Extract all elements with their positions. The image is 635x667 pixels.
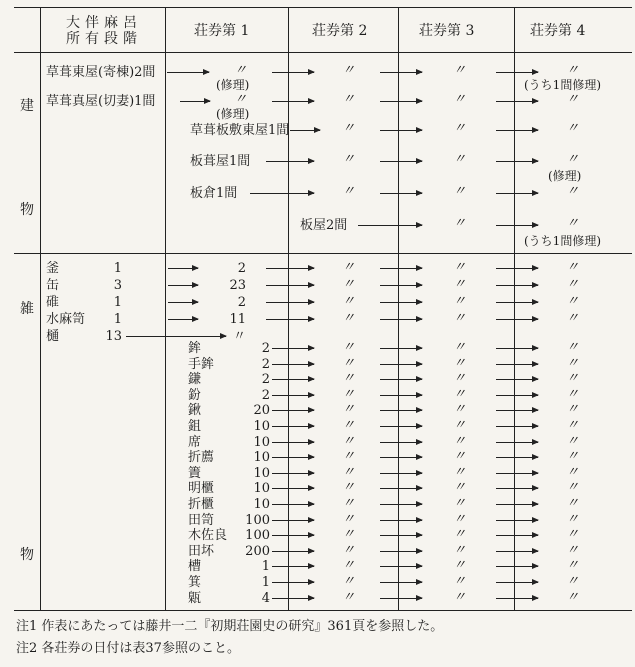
arrow: [496, 457, 538, 458]
arrow: [496, 582, 538, 583]
repair-one-note: (うち1間修理): [524, 78, 601, 92]
arrow: [496, 473, 538, 474]
ditto-mark: 〃: [342, 387, 356, 402]
goods-item-qty: 20: [253, 403, 270, 418]
goods-item-name: 鉾: [188, 341, 202, 356]
ditto-mark: 〃: [342, 449, 356, 464]
goods-item-name: 釜: [46, 261, 60, 276]
arrow: [380, 161, 422, 162]
arrow: [266, 302, 314, 303]
ditto-mark: 〃: [453, 152, 467, 167]
arrow: [380, 410, 422, 411]
ditto-mark: 〃: [453, 356, 467, 371]
goods-stage1-qty: 2: [237, 261, 246, 276]
arrow: [496, 285, 538, 286]
ditto-mark: 〃: [342, 92, 356, 107]
arrow: [272, 473, 314, 474]
arrow: [272, 426, 314, 427]
goods-item-qty: 1: [113, 312, 122, 327]
arrow: [496, 488, 538, 489]
stage-header-3: 荘券第 3: [419, 23, 475, 39]
ditto-mark: 〃: [342, 402, 356, 417]
goods-item-name: 碓: [46, 295, 60, 310]
ditto-mark: 〃: [234, 92, 248, 107]
arrow: [272, 395, 314, 396]
ditto-mark: 〃: [342, 152, 356, 167]
ditto-mark: 〃: [453, 294, 467, 309]
ditto-mark: 〃: [566, 356, 580, 371]
arrow: [272, 364, 314, 365]
ditto-mark: 〃: [566, 92, 580, 107]
goods-item-qty: 100: [245, 528, 270, 543]
goods-item-qty: 2: [261, 357, 270, 372]
arrow: [272, 520, 314, 521]
arrow: [496, 535, 538, 536]
ditto-mark: 〃: [566, 152, 580, 167]
repair-one-note: (うち1間修理): [524, 234, 601, 248]
repair-note: (修理): [216, 107, 250, 121]
goods-item-qty: 1: [113, 295, 122, 310]
ditto-mark: 〃: [566, 260, 580, 275]
ditto-mark: 〃: [453, 480, 467, 495]
arrow: [380, 193, 422, 194]
ditto-mark: 〃: [566, 277, 580, 292]
arrow: [380, 598, 422, 599]
ditto-mark: 〃: [566, 590, 580, 605]
ditto-mark: 〃: [453, 63, 467, 78]
ditto-mark: 〃: [566, 465, 580, 480]
arrow: [380, 473, 422, 474]
arrow: [496, 364, 538, 365]
goods-item-qty: 100: [245, 513, 270, 528]
arrow: [272, 101, 314, 102]
arrow: [168, 268, 198, 269]
ditto-mark: 〃: [342, 356, 356, 371]
ditto-mark: 〃: [453, 402, 467, 417]
arrow: [266, 319, 314, 320]
ditto-mark: 〃: [342, 63, 356, 78]
arrow: [380, 130, 422, 131]
building-item-5: 板倉1間: [190, 186, 238, 201]
building-item-1: 草葺東屋(寄棟)2間: [46, 65, 156, 80]
arrow: [168, 285, 198, 286]
arrow: [272, 410, 314, 411]
ditto-mark: 〃: [342, 121, 356, 136]
goods-item-name: 水麻笥: [46, 312, 86, 327]
ditto-mark: 〃: [453, 590, 467, 605]
goods-item-qty: 2: [261, 372, 270, 387]
section-label-buildings-1: 建: [20, 98, 34, 114]
owner-header-line2: 所有段階: [66, 31, 142, 47]
ditto-mark: 〃: [453, 543, 467, 558]
ditto-mark: 〃: [453, 387, 467, 402]
ditto-mark: 〃: [453, 449, 467, 464]
arrow: [380, 426, 422, 427]
ditto-mark: 〃: [566, 558, 580, 573]
ditto-mark: 〃: [566, 371, 580, 386]
ditto-mark: 〃: [566, 418, 580, 433]
arrow: [380, 457, 422, 458]
building-item-3: 草葺板敷東屋1間: [190, 123, 290, 138]
goods-item-name: 缶: [46, 278, 60, 293]
ditto-mark: 〃: [566, 63, 580, 78]
arrow: [167, 72, 209, 73]
arrow: [272, 457, 314, 458]
footnote-2: 注2 各荘券の日付は表37参照のこと。: [16, 641, 240, 656]
section-divider: [14, 253, 632, 254]
goods-item-name: 箕: [188, 575, 202, 590]
goods-item-qty: 10: [253, 419, 270, 434]
ditto-mark: 〃: [342, 496, 356, 511]
table-bottom-border: [14, 610, 632, 611]
ditto-mark: 〃: [342, 543, 356, 558]
arrow: [380, 535, 422, 536]
goods-item-name: 樋: [46, 329, 60, 344]
ditto-mark: 〃: [566, 480, 580, 495]
ditto-mark: 〃: [342, 340, 356, 355]
goods-item-name: 鎌: [188, 372, 202, 387]
goods-item-name: 席: [188, 435, 202, 450]
goods-item-name: 手鉾: [188, 357, 215, 372]
arrow: [380, 364, 422, 365]
ditto-mark: 〃: [342, 184, 356, 199]
goods-item-name: 折薦: [188, 450, 215, 465]
header-bottom-border: [14, 52, 632, 53]
arrow: [380, 504, 422, 505]
ditto-mark: 〃: [566, 311, 580, 326]
goods-item-qty: 10: [253, 481, 270, 496]
ditto-mark: 〃: [566, 434, 580, 449]
arrow: [266, 161, 314, 162]
arrow: [496, 302, 538, 303]
ditto-mark: 〃: [342, 512, 356, 527]
column-divider-1: [40, 7, 41, 610]
arrow: [272, 72, 314, 73]
arrow: [272, 488, 314, 489]
goods-item-qty: 10: [253, 497, 270, 512]
ditto-mark: 〃: [234, 63, 248, 78]
ditto-mark: 〃: [342, 574, 356, 589]
goods-item-qty: 2: [261, 341, 270, 356]
ditto-mark: 〃: [453, 558, 467, 573]
arrow: [272, 379, 314, 380]
arrow: [380, 442, 422, 443]
arrow: [380, 488, 422, 489]
stage-header-1: 荘券第 1: [194, 23, 250, 39]
building-item-2: 草葺真屋(切妻)1間: [46, 94, 156, 109]
ditto-mark: 〃: [566, 184, 580, 199]
arrow: [496, 551, 538, 552]
ditto-mark: 〃: [453, 418, 467, 433]
goods-item-name: 簀: [188, 466, 202, 481]
ditto-mark: 〃: [453, 434, 467, 449]
ditto-mark: 〃: [453, 496, 467, 511]
arrow: [496, 72, 538, 73]
arrow: [496, 193, 538, 194]
goods-item-qty: 200: [245, 544, 270, 559]
arrow: [380, 551, 422, 552]
ditto-mark: 〃: [566, 121, 580, 136]
arrow: [380, 72, 422, 73]
arrow: [272, 442, 314, 443]
stage-header-4: 荘券第 4: [530, 23, 586, 39]
ditto-mark: 〃: [453, 277, 467, 292]
ditto-mark: 〃: [566, 449, 580, 464]
arrow: [380, 101, 422, 102]
goods-item-name: 田坏: [188, 544, 215, 559]
ditto-mark: 〃: [342, 277, 356, 292]
column-divider-2: [165, 7, 166, 610]
goods-item-name: 鉏: [188, 419, 202, 434]
ditto-mark: 〃: [453, 216, 467, 231]
goods-item-name: 折櫃: [188, 497, 215, 512]
goods-item-qty: 4: [261, 591, 270, 606]
arrow: [380, 520, 422, 521]
ditto-mark: 〃: [453, 371, 467, 386]
ditto-mark: 〃: [566, 294, 580, 309]
ditto-mark: 〃: [566, 512, 580, 527]
arrow: [266, 285, 314, 286]
arrow: [272, 551, 314, 552]
ditto-mark: 〃: [342, 527, 356, 542]
goods-item-qty: 10: [253, 450, 270, 465]
section-label-buildings-2: 物: [20, 202, 34, 218]
goods-item-name: 槽: [188, 559, 202, 574]
ditto-mark: 〃: [453, 92, 467, 107]
arrow: [380, 319, 422, 320]
arrow: [180, 101, 210, 102]
repair-note: (修理): [216, 78, 250, 92]
arrow: [496, 348, 538, 349]
ditto-mark: 〃: [453, 260, 467, 275]
arrow: [496, 520, 538, 521]
goods-item-qty: 10: [253, 435, 270, 450]
ditto-mark: 〃: [566, 496, 580, 511]
arrow: [380, 302, 422, 303]
ditto-mark: 〃: [453, 340, 467, 355]
ditto-mark: 〃: [566, 527, 580, 542]
ditto-mark: 〃: [342, 371, 356, 386]
arrow: [358, 225, 422, 226]
ditto-mark: 〃: [453, 121, 467, 136]
arrow: [272, 582, 314, 583]
arrow: [272, 566, 314, 567]
ditto-mark: 〃: [453, 311, 467, 326]
goods-item-qty: 13: [105, 329, 122, 344]
goods-stage1-qty: 2: [237, 295, 246, 310]
arrow: [380, 379, 422, 380]
ditto-mark: 〃: [566, 340, 580, 355]
goods-item-qty: 10: [253, 466, 270, 481]
goods-stage1-qty: 11: [229, 312, 246, 327]
arrow: [380, 566, 422, 567]
arrow: [126, 336, 226, 337]
arrow: [496, 268, 538, 269]
goods-item-name: 田笥: [188, 513, 215, 528]
arrow: [380, 348, 422, 349]
building-item-4: 板葺屋1間: [190, 154, 251, 169]
ditto-mark: 〃: [566, 574, 580, 589]
arrow: [380, 582, 422, 583]
arrow: [496, 410, 538, 411]
arrow: [272, 348, 314, 349]
ditto-mark: 〃: [453, 574, 467, 589]
arrow: [496, 130, 538, 131]
goods-item-name: 木佐良: [188, 528, 228, 543]
ditto-mark: 〃: [453, 184, 467, 199]
table-top-border: [14, 7, 632, 8]
ditto-mark: 〃: [342, 294, 356, 309]
goods-item-name: 明櫃: [188, 481, 215, 496]
arrow: [496, 101, 538, 102]
building-item-6: 板屋2間: [300, 218, 348, 233]
owner-header-line1: 大伴麻呂: [66, 15, 142, 31]
goods-stage1-qty: 23: [229, 278, 246, 293]
goods-stage1-qty: 〃: [232, 329, 246, 344]
arrow: [380, 395, 422, 396]
arrow: [272, 535, 314, 536]
ditto-mark: 〃: [342, 260, 356, 275]
goods-item-qty: 3: [113, 278, 122, 293]
ditto-mark: 〃: [342, 418, 356, 433]
arrow: [496, 395, 538, 396]
arrow: [380, 268, 422, 269]
ditto-mark: 〃: [342, 480, 356, 495]
footnote-1: 注1 作表にあたっては藤井一二『初期荘園史の研究』361頁を参照した。: [16, 619, 444, 634]
ditto-mark: 〃: [566, 543, 580, 558]
ditto-mark: 〃: [453, 512, 467, 527]
arrow: [496, 504, 538, 505]
ditto-mark: 〃: [566, 387, 580, 402]
arrow: [496, 161, 538, 162]
arrow: [272, 504, 314, 505]
arrow: [168, 302, 198, 303]
arrow: [496, 225, 538, 226]
arrow: [496, 566, 538, 567]
section-label-goods-2: 物: [20, 547, 34, 563]
arrow: [168, 319, 198, 320]
arrow: [290, 130, 320, 131]
section-label-goods-1: 雑: [20, 301, 34, 317]
ditto-mark: 〃: [342, 465, 356, 480]
goods-item-qty: 1: [113, 261, 122, 276]
goods-item-name: 鈖: [188, 388, 202, 403]
arrow: [496, 379, 538, 380]
ditto-mark: 〃: [453, 527, 467, 542]
arrow: [496, 442, 538, 443]
goods-item-qty: 2: [261, 388, 270, 403]
ditto-mark: 〃: [342, 558, 356, 573]
ditto-mark: 〃: [566, 402, 580, 417]
ditto-mark: 〃: [342, 311, 356, 326]
goods-item-qty: 1: [261, 575, 270, 590]
arrow: [496, 426, 538, 427]
repair-note: (修理): [548, 169, 582, 183]
ditto-mark: 〃: [453, 465, 467, 480]
goods-item-name: 鍬: [188, 403, 202, 418]
arrow: [380, 285, 422, 286]
ditto-mark: 〃: [342, 590, 356, 605]
arrow: [266, 268, 314, 269]
arrow: [272, 598, 314, 599]
goods-item-qty: 1: [261, 559, 270, 574]
arrow: [496, 319, 538, 320]
goods-item-name: 甈: [188, 591, 202, 606]
ditto-mark: 〃: [342, 434, 356, 449]
arrow: [496, 598, 538, 599]
ditto-mark: 〃: [566, 216, 580, 231]
stage-header-2: 荘券第 2: [312, 23, 368, 39]
arrow: [250, 193, 314, 194]
